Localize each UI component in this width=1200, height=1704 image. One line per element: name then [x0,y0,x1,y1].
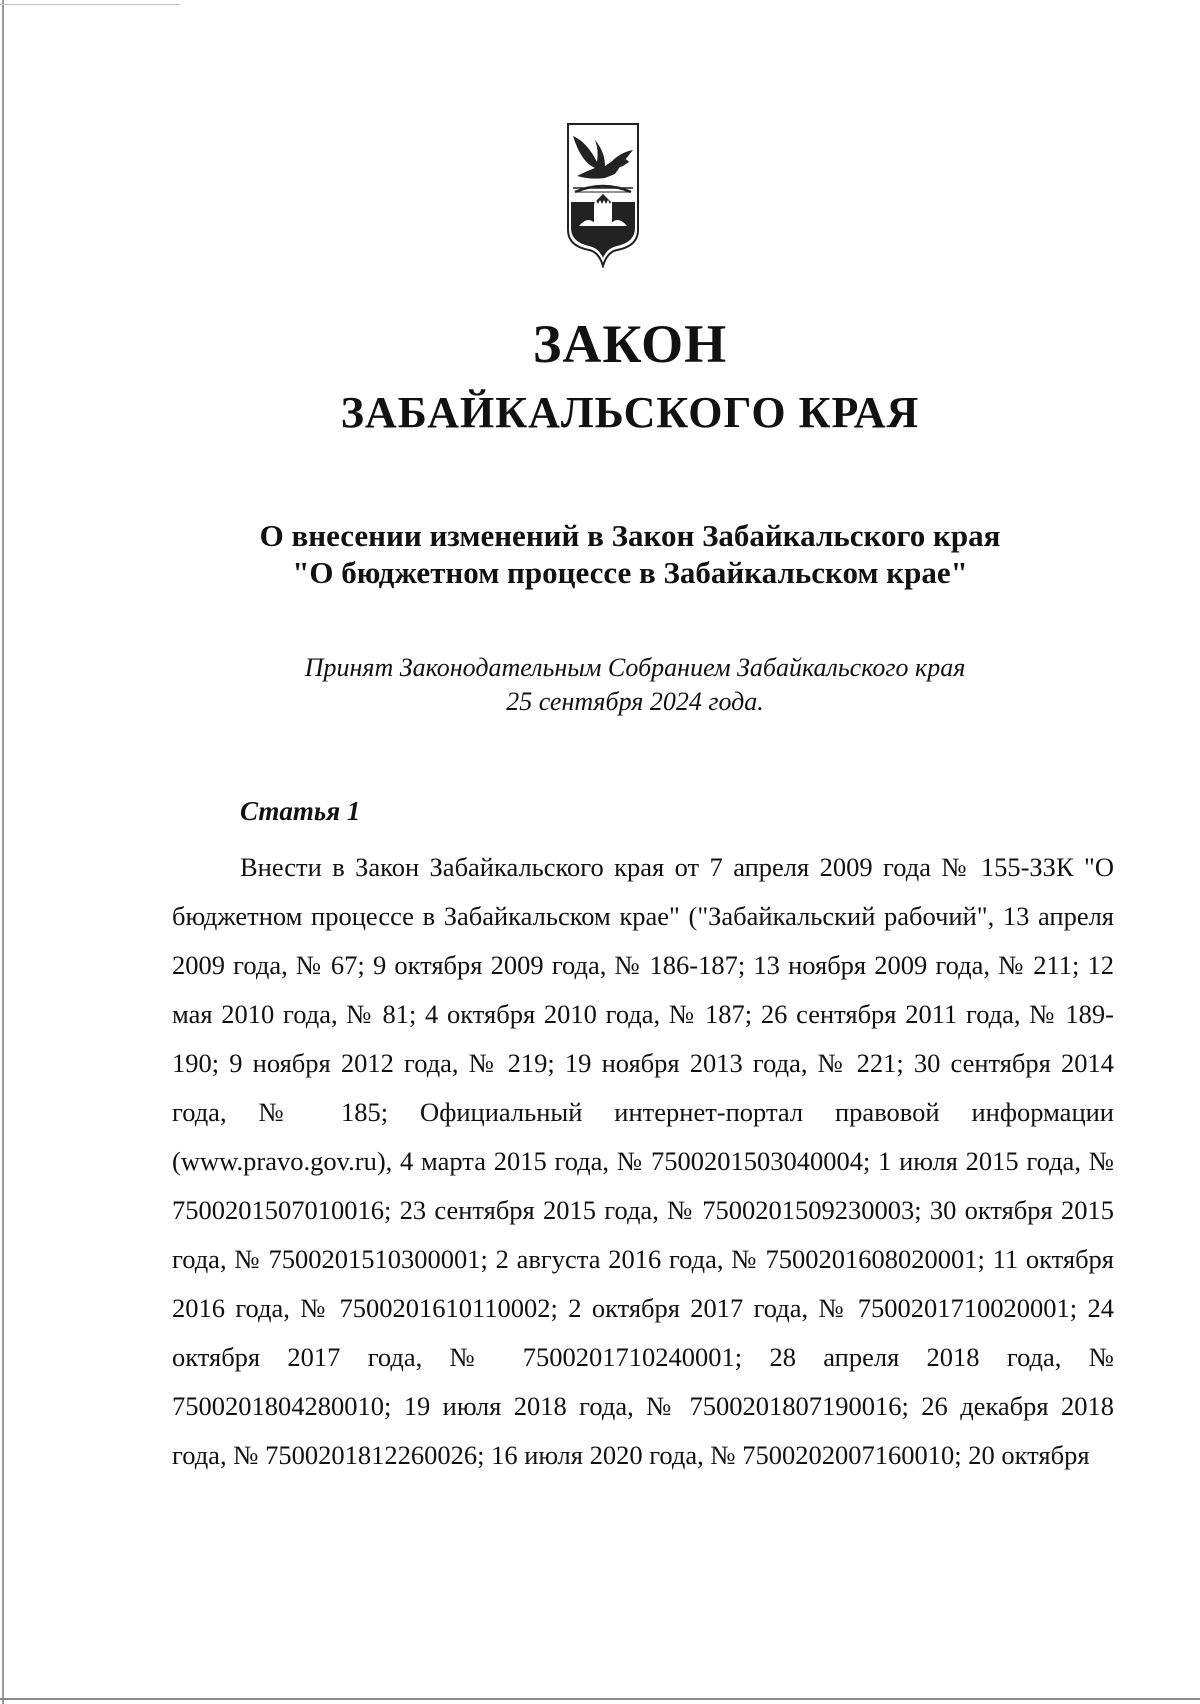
article-body-text: Внести в Закон Забайкальского края от 7 апреля 2009 года № 155-ЗЗК "О бюджетном процессе в Забайкальском крае" ("Забайкальский рабочий", 13 апреля 2009 года, № 67; 9 октября 2009 года, № 186-187; 13 ноября 2009 года, № 211; 12 мая 2010 года, № 81; 4 октября 2010 года, № 187; 26 сентября 2011 года, № 189-190; 9 ноября 2012 года, № 219; 19 ноября 2013 года, № 221; 30 сентября 2014 года, № 185; Официальный интернет-портал правовой информации (www.pravo.gov.ru), 4 марта 2015 года, № 7500201503040004; 1 июля 2015 года, № 7500201507010016; 23 сентября 2015 года, № 7500201509230003; 30 октября 2015 года, № 7500201510300001; 2 августа 2016 года, № 7500201608020001; 11 октября 2016 года, № 7500201610110002; 2 октября 2017 года, № 7500201710020001; 24 октября 2017 года, № 7500201710240001; 28 апреля 2018 года, № 7500201804280010; 19 июля 2018 года, № 7500201807190016; 26 декабря 2018 года, № 7500201812260026; 16 июля 2020 года, № 7500202007160010; 20 октября [172,852,1114,1470]
article-heading: Статья 1 [240,796,361,826]
document-title-region: ЗАБАЙКАЛЬСКОГО КРАЯ [340,388,920,437]
scan-border-top [0,4,180,5]
document-title: ЗАКОН [532,314,728,374]
scan-border-left [2,0,4,1704]
adoption-note-line-1: Принят Законодательным Собранием Забайкальского края [304,653,966,682]
document-subtitle-line-2: "О бюджетном процессе в Забайкальском крае" [292,555,968,590]
adoption-note-date: 25 сентября 2024 года. [506,687,764,716]
document-subtitle-line-1: О внесении изменений в Закон Забайкальского края [259,518,1001,553]
coat-of-arms-icon [565,122,641,268]
scan-border-bottom [0,1698,1200,1700]
